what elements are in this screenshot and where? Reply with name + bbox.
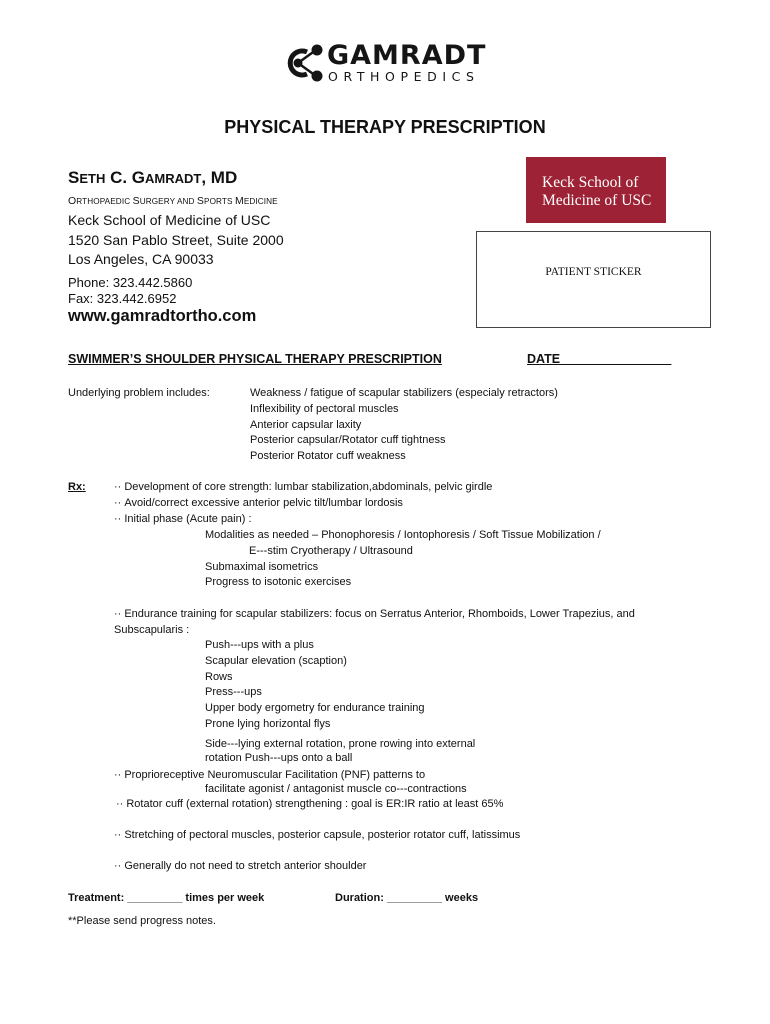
duration-field[interactable]: Duration: _________ weeks xyxy=(335,892,479,904)
rx-generally: ·· Generally do not need to stretch anterior shoulder xyxy=(114,859,366,875)
rx-side-lying: Side---lying external rotation, prone rowing into external rotation Push---ups onto a ball xyxy=(205,738,476,764)
contact-block xyxy=(68,275,192,307)
list-item: Rows xyxy=(205,670,233,683)
rx-endurance-block xyxy=(114,607,635,639)
list-item: Weakness / fatigue of scapular stabilizers (especialy retractors) xyxy=(250,387,558,399)
doctor-name: SETH C. GAMRADT, MD xyxy=(68,168,238,187)
phone: Phone: 323.442.5860 xyxy=(68,275,193,290)
rx-pnf-2: facilitate agonist / antagonist muscle co---contractions xyxy=(205,783,467,795)
treatment-field[interactable]: Treatment: _________ times per week xyxy=(68,892,265,904)
section-heading: SWIMMER’S SHOULDER PHYSICAL THERAPY PRESCRIPTION xyxy=(68,352,442,366)
rx-endurance-1: ·· Endurance training for scapular stabilizers: focus on Serratus Anterior, Rhomboids, Lower Trapezius, and xyxy=(114,607,635,623)
rx-submaximal: Submaximal isometrics xyxy=(205,560,319,573)
rx-pelvic: ·· Avoid/correct excessive anterior pelvic tilt/lumbar lordosis xyxy=(114,496,492,512)
website[interactable]: www.gamradtortho.com xyxy=(68,307,257,325)
rx-rotator: ·· Rotator cuff (external rotation) strengthening : goal is ER:IR ratio at least 65% xyxy=(116,797,503,813)
progress-note: **Please send progress notes. xyxy=(68,915,216,927)
rx-pnf-1: ·· Proprioreceptive Neuromuscular Facilitation (PNF) patterns to xyxy=(114,768,425,784)
city: Los Angeles, CA 90033 xyxy=(68,251,214,267)
rx-label: Rx: xyxy=(68,481,86,493)
rx-core-block xyxy=(114,480,492,527)
date-field[interactable]: DATE________________ xyxy=(527,352,672,366)
rx-isotonic: Progress to isotonic exercises xyxy=(205,576,352,589)
list-item: Posterior capsular/Rotator cuff tightness xyxy=(250,434,446,447)
rx-modalities-2: E---stim Cryotherapy / Ultrasound xyxy=(249,544,413,557)
list-item: Scapular elevation (scaption) xyxy=(205,654,347,667)
list-item: Anterior capsular laxity xyxy=(250,418,362,431)
underlying-list xyxy=(250,386,558,465)
list-item: Posterior Rotator cuff weakness xyxy=(250,450,406,463)
underlying-label: Underlying problem includes: xyxy=(68,387,210,399)
page-title: PHYSICAL THERAPY PRESCRIPTION xyxy=(224,117,546,137)
list-item: Push---ups with a plus xyxy=(205,639,314,651)
fax: Fax: 323.442.6952 xyxy=(68,291,177,306)
rx-core: ·· Development of core strength: lumbar stabilization,abdominals, pelvic girdle xyxy=(114,480,492,496)
rx-initial: ·· Initial phase (Acute pain) : xyxy=(114,512,492,528)
logo-subtitle: ORTHOPEDICS xyxy=(328,69,480,84)
institution: Keck School of Medicine of USC xyxy=(68,212,271,228)
gamradt-logo xyxy=(283,40,487,86)
rx-stretching: ·· Stretching of pectoral muscles, posterior capsule, posterior rotator cuff, latissimus xyxy=(114,828,520,844)
patient-sticker-box xyxy=(476,231,711,328)
rx-modalities-block xyxy=(205,528,601,591)
list-item: Upper body ergometry for endurance training xyxy=(205,702,425,715)
rx-modalities-1: Modalities as needed – Phonophoresis / Iontophoresis / Soft Tissue Mobilization / xyxy=(205,529,601,541)
logo-wordmark: GAMRADT xyxy=(327,40,487,71)
rx-exercise-list xyxy=(205,638,425,733)
street: 1520 San Pablo Street, Suite 2000 xyxy=(68,231,284,248)
doctor-specialty: ORTHOPAEDIC SURGERY AND SPORTS MEDICINE xyxy=(68,195,278,207)
list-item: Press---ups xyxy=(205,686,262,699)
list-item: Prone lying horizontal flys xyxy=(205,717,331,730)
keck-usc-logo: Keck School of Medicine of USC xyxy=(526,157,666,223)
rx-endurance-2: Subscapularis : xyxy=(114,623,190,636)
molecule-g-icon xyxy=(283,43,327,83)
patient-sticker-label: PATIENT STICKER xyxy=(545,266,642,278)
list-item: Inflexibility of pectoral muscles xyxy=(250,402,399,415)
doctor-address xyxy=(68,211,284,270)
